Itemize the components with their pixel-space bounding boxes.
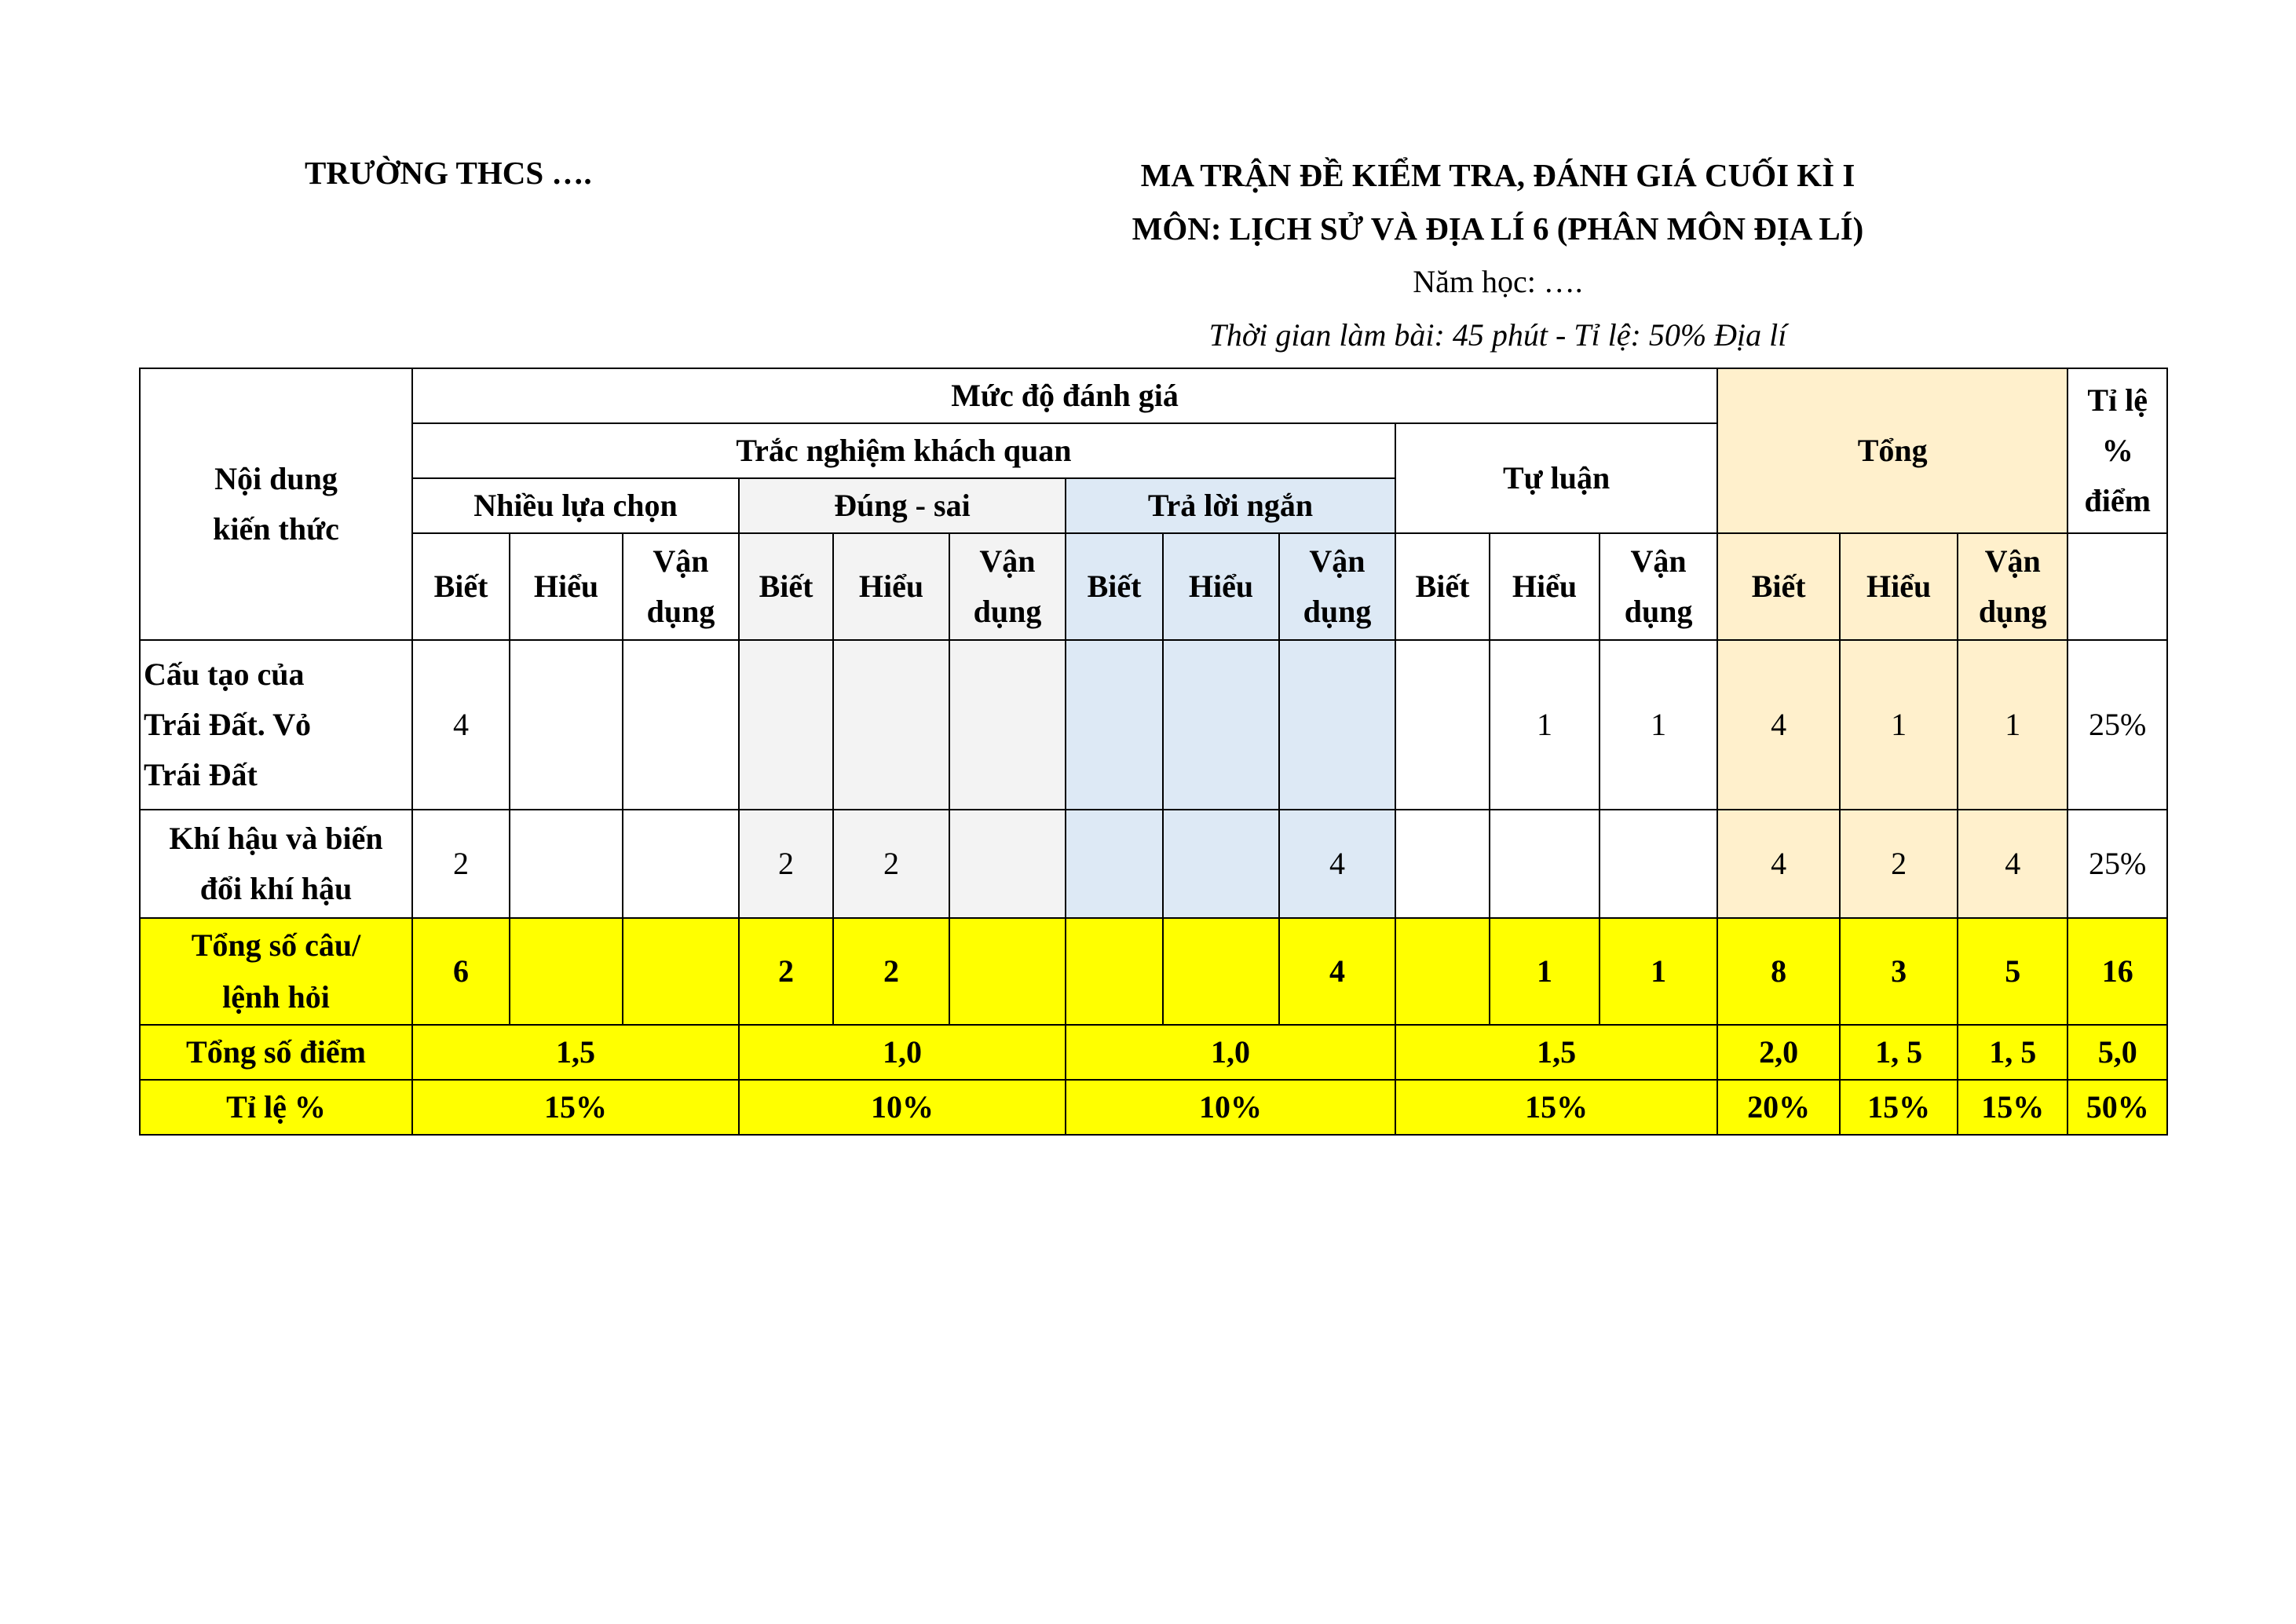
apply-line-1: Vận (979, 543, 1036, 579)
tq-total: 16 (2067, 918, 2167, 1025)
sa-know-header: Biết (1066, 533, 1163, 640)
cell-mc-understand (510, 810, 623, 918)
tq-mc-know: 6 (412, 918, 510, 1025)
topic-line-1: Cấu tạo của (144, 657, 305, 692)
topic-line-2: Trái Đất. Vỏ (144, 707, 311, 742)
apply-line-2: dụng (646, 594, 715, 629)
sa-understand-header: Hiểu (1163, 533, 1279, 640)
true-false-header: Đúng - sai (739, 478, 1066, 533)
total-questions-label-line-1: Tổng số câu/ (191, 927, 361, 963)
cell-mc-understand (510, 640, 623, 810)
tf-apply-header (949, 533, 1066, 640)
essay-know-header: Biết (1395, 533, 1490, 640)
cell-mc-know: 2 (412, 810, 510, 918)
cell-mc-apply (623, 810, 739, 918)
ratio-header-line-1: Tỉ lệ (2087, 382, 2148, 418)
content-header-line-2: kiến thức (213, 511, 339, 547)
ratio-know: 20% (1717, 1080, 1840, 1135)
table-row (140, 810, 2167, 918)
tq-total-apply: 5 (1958, 918, 2067, 1025)
essay-group-header: Tự luận (1395, 423, 1717, 533)
ratio-apply: 15% (1958, 1080, 2067, 1135)
ratio-total: 50% (2067, 1080, 2167, 1135)
topic-cell (140, 810, 412, 918)
ratio-true-false: 10% (739, 1080, 1066, 1135)
cell-total-know: 4 (1717, 640, 1840, 810)
apply-line-2: dụng (1978, 594, 2047, 629)
total-group-header: Tổng (1717, 368, 2067, 533)
apply-line-2: dụng (1624, 594, 1693, 629)
cell-essay-apply (1600, 810, 1717, 918)
tq-sa-know (1066, 918, 1163, 1025)
cell-mc-know: 4 (412, 640, 510, 810)
tq-total-know: 8 (1717, 918, 1840, 1025)
ratio-header-cell (2067, 368, 2167, 533)
ratio-essay: 15% (1395, 1080, 1717, 1135)
cell-ratio: 25% (2067, 810, 2167, 918)
total-questions-row (140, 918, 2167, 1025)
tq-total-understand: 3 (1840, 918, 1958, 1025)
tq-tf-apply (949, 918, 1066, 1025)
cell-sa-apply: 4 (1279, 810, 1395, 918)
topic-cell (140, 640, 412, 810)
total-points-row (140, 1025, 2167, 1080)
tq-essay-understand: 1 (1490, 918, 1600, 1025)
ratio-multiple-choice: 15% (412, 1080, 739, 1135)
tq-essay-apply: 1 (1600, 918, 1717, 1025)
tp-total: 5,0 (2067, 1025, 2167, 1080)
tp-short-answer: 1,0 (1066, 1025, 1395, 1080)
cell-tf-apply (949, 810, 1066, 918)
total-points-label: Tổng số điểm (140, 1025, 412, 1080)
ratio-understand: 15% (1840, 1080, 1958, 1135)
ratio-label: Tỉ lệ % (140, 1080, 412, 1135)
cell-total-understand: 2 (1840, 810, 1958, 918)
tq-mc-apply (623, 918, 739, 1025)
tp-multiple-choice: 1,5 (412, 1025, 739, 1080)
apply-line-1: Vận (1984, 543, 2041, 579)
short-answer-header: Trả lời ngắn (1066, 478, 1395, 533)
cell-total-understand: 1 (1840, 640, 1958, 810)
ratio-header-line-3: điểm (2084, 483, 2151, 518)
school-name: TRƯỜNG THCS …. (305, 155, 592, 191)
content-header-line-1: Nội dung (214, 461, 338, 496)
cell-essay-understand (1490, 810, 1600, 918)
time-note: Thời gian làm bài: 45 phút - Tỉ lệ: 50% Địa lí (1208, 317, 1787, 353)
apply-line-2: dụng (1303, 594, 1372, 629)
cell-tf-know: 2 (739, 810, 833, 918)
table-row (140, 640, 2167, 810)
total-know-header: Biết (1717, 533, 1840, 640)
tp-true-false: 1,0 (739, 1025, 1066, 1080)
total-questions-label (140, 918, 412, 1025)
assessment-matrix-table (139, 368, 2168, 1136)
tp-know: 2,0 (1717, 1025, 1840, 1080)
topic-line-1: Khí hậu và biến (169, 821, 383, 856)
cell-mc-apply (623, 640, 739, 810)
header-row-1 (140, 368, 2167, 423)
cell-total-know: 4 (1717, 810, 1840, 918)
level-group-header: Mức độ đánh giá (412, 368, 1717, 423)
apply-line-2: dụng (973, 594, 1042, 629)
tp-understand: 1, 5 (1840, 1025, 1958, 1080)
cell-tf-understand: 2 (833, 810, 949, 918)
cell-essay-know (1395, 640, 1490, 810)
cell-essay-apply: 1 (1600, 640, 1717, 810)
apply-line-1: Vận (1309, 543, 1366, 579)
header-row-4 (140, 533, 2167, 640)
mc-understand-header: Hiểu (510, 533, 623, 640)
cell-sa-understand (1163, 640, 1279, 810)
cell-essay-understand: 1 (1490, 640, 1600, 810)
apply-line-1: Vận (653, 543, 709, 579)
sa-apply-header (1279, 533, 1395, 640)
mc-apply-header (623, 533, 739, 640)
ratio-empty-header (2067, 533, 2167, 640)
tp-apply: 1, 5 (1958, 1025, 2067, 1080)
cell-sa-know (1066, 640, 1163, 810)
school-year: Năm học: …. (1413, 264, 1583, 299)
total-apply-header (1958, 533, 2067, 640)
tq-tf-understand: 2 (833, 918, 949, 1025)
ratio-short-answer: 10% (1066, 1080, 1395, 1135)
mc-know-header: Biết (412, 533, 510, 640)
tp-essay: 1,5 (1395, 1025, 1717, 1080)
cell-sa-apply (1279, 640, 1395, 810)
tq-sa-understand (1163, 918, 1279, 1025)
tq-tf-know: 2 (739, 918, 833, 1025)
cell-total-apply: 1 (1958, 640, 2067, 810)
tq-mc-understand (510, 918, 623, 1025)
apply-line-1: Vận (1630, 543, 1687, 579)
tq-essay-know (1395, 918, 1490, 1025)
multiple-choice-header: Nhiều lựa chọn (412, 478, 739, 533)
cell-tf-understand (833, 640, 949, 810)
total-questions-label-line-2: lệnh hỏi (222, 979, 330, 1015)
cell-ratio: 25% (2067, 640, 2167, 810)
essay-understand-header: Hiểu (1490, 533, 1600, 640)
ratio-row (140, 1080, 2167, 1135)
objective-group-header: Trắc nghiệm khách quan (412, 423, 1395, 478)
cell-sa-know (1066, 810, 1163, 918)
tf-know-header: Biết (739, 533, 833, 640)
cell-total-apply: 4 (1958, 810, 2067, 918)
content-header-cell (140, 368, 412, 640)
document-title-block (1021, 154, 1975, 355)
topic-line-3: Trái Đất (144, 757, 258, 792)
cell-tf-know (739, 640, 833, 810)
ratio-header-line-2: % (2101, 433, 2133, 468)
cell-sa-understand (1163, 810, 1279, 918)
tf-understand-header: Hiểu (833, 533, 949, 640)
essay-apply-header (1600, 533, 1717, 640)
title-line-1: MA TRẬN ĐỀ KIỂM TRA, ĐÁNH GIÁ CUỐI KÌ I (1140, 157, 1855, 193)
total-understand-header: Hiểu (1840, 533, 1958, 640)
topic-line-2: đổi khí hậu (199, 871, 353, 906)
title-line-2: MÔN: LỊCH SỬ VÀ ĐỊA LÍ 6 (PHÂN MÔN ĐỊA LÍ) (1132, 210, 1864, 247)
cell-tf-apply (949, 640, 1066, 810)
cell-essay-know (1395, 810, 1490, 918)
tq-sa-apply: 4 (1279, 918, 1395, 1025)
